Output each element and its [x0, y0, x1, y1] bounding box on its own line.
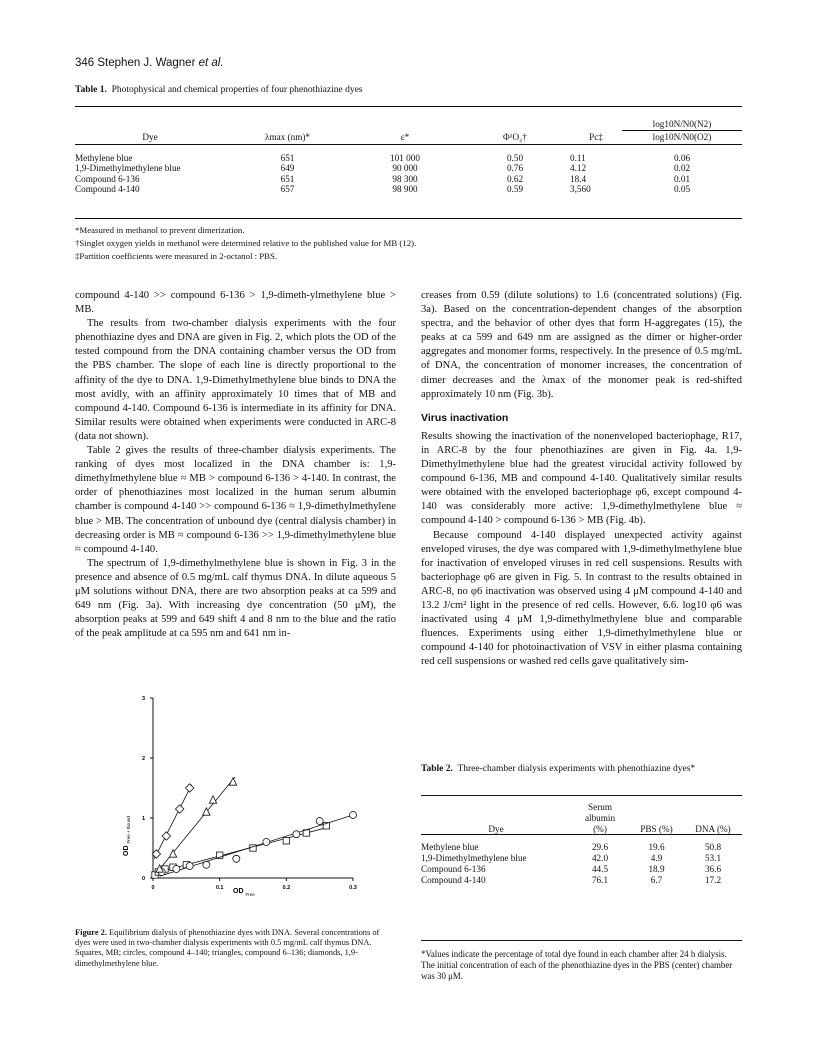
figure2-caption-text: Equilibrium dialysis of phenothiazine dyes with DNA. Several concentrations of dyes were used in two-chamber dialysis experiments with 0.5 mg/mL calf thymus DNA. Squares, MB; circles, compound 4–140; triangles, compound 6–136; diamonds, 1,9-dimethylmethylene blue.: [75, 928, 380, 968]
y-tick-label: 0: [141, 876, 145, 882]
t1-header-ratio-num: log10N/N0(N2): [622, 118, 742, 130]
table1-top-rule: [75, 106, 742, 107]
running-header: [75, 57, 224, 69]
paragraph: The results from two-chamber dialysis experiments with the four phenothiazine dyes and DNA are given in Fig. 2, which plots the OD of the tested compound from the DNA containing chamber versus the OD from the PBS chamber. The slope of each line is directly proportional to the affinity of the dye to DNA. 1,9-Dimethylmethylene blue binds to DNA the most avidly, with an affinity approximately 10 times that of MB and compound 4-140. Compound 6-136 is intermediate in its affinity for DNA. Similar results were obtained when experiments were conducted in ARC-8 (data not shown).: [75, 318, 396, 442]
table1-note-2: †Singlet oxygen yields in methanol were determined relative to the published value for MB (12).: [75, 238, 417, 248]
table1-note-3: ‡Partition coefficients were measured in 2-octanol : PBS.: [75, 251, 278, 261]
table2: [421, 802, 742, 886]
table1: [75, 118, 742, 195]
table2-bottom-rule: [421, 940, 742, 941]
table1-label: Table 1.: [75, 85, 107, 95]
t2-header-serum: Serum: [588, 802, 612, 812]
table2-note: *Values indicate the percentage of total dye found in each chamber after 24 h dialysis. The initial concentration of each of the phenothiazine dyes in the PBS (center) chamber was 30 μM.: [421, 949, 733, 981]
data-point-diamond: [162, 832, 170, 840]
t1-header-pc: Pc‡: [589, 131, 603, 142]
paragraph: Table 2 gives the results of three-chamber dialysis experiments. The ranking of dyes most localized in the DNA chamber is: 1,9-dimethylmethylene blue ≈ MB > compound 6-136 > 4-140. In contrast, the order of phenothiazines most localized in the human serum albumin chamber is compound 4-140 >> compound 6-136 ≈ 1,9-dimethylmethylene blue > MB. The concentration of unbound dye (central dialysis chamber) in decreasing order is MB ≈ compound 6-136 >> 1,9-dimethylmethylene blue ≈ compound 4-140.: [75, 445, 396, 555]
paragraph: creases from 0.59 (dilute solutions) to 1.6 (concentrated solutions) (Fig. 3a). Based on the concentration-dependent changes of the absorption spectra, and the behavior of other dyes that form H-aggregates (15), the peaks at ca 599 and 649 nm are assigned as the dimer or higher-order aggregates and monomer forms, respectively. In the presence of 0.5 mg/mL of DNA, the concentration of monomer increases, the concentration of dimer decreases and the λmax of the monomer peak is red-shifted approximately 10 nm (Fig. 3b).: [421, 290, 742, 400]
t1-header-dye: Dye: [142, 131, 158, 142]
data-point-square: [283, 838, 289, 844]
data-point-circle: [233, 855, 240, 862]
x-tick-label: 0.1: [215, 885, 224, 891]
t1-header-epsilon: ε*: [400, 131, 410, 142]
table1-caption: [75, 85, 363, 95]
table-row: Compound 4-140 76.1 6.7 17.2: [421, 874, 722, 885]
data-point-triangle: [229, 778, 236, 785]
x-tick-label: 0.2: [282, 885, 291, 891]
y-axis-label-main: OD: [123, 845, 130, 856]
x-axis-label: [233, 888, 255, 897]
table-row: 1,9-Dimethylmethylene blue 42.0 4.9 53.1: [421, 853, 722, 864]
data-point-diamond: [185, 784, 193, 792]
table-row: 1,9-Dimethylmethylene blue 649 90 000 0.76 4.12 0.02: [75, 163, 691, 173]
table-row: Methylene blue 651 101 000 0.50 0.11 0.06: [75, 152, 691, 163]
table-row: Compound 6-136 651 98 300 0.62 18.4 0.01: [75, 173, 691, 184]
figure2-caption: [75, 928, 396, 969]
chart-marks: [152, 777, 357, 878]
t2-header-pct: (%): [593, 823, 607, 834]
table-row: Compound 4-140 657 98 900 0.59 3,560 0.05: [75, 184, 691, 194]
y-axis-label-sub: Free + Bound: [126, 816, 131, 844]
header-etal: et al.: [198, 57, 224, 69]
header-author: Stephen J. Wagner: [97, 57, 196, 69]
t1-header-lambda: λmax (nm)*: [264, 131, 311, 142]
paragraph: Results showing the inactivation of the nonenveloped bacteriophage, R17, in ARC-8 by the four phenothiazines are given in Fig. 4a. 1,9-Dimethylmethylene blue had the greatest virucidal activity followed by compound 6-136, MB and compound 4-140. Qualitatively similar results were obtained with the enveloped bacteriophage φ6, except compound 4-140 was considerably more active: 1,9-dimethylmethylene blue ≈ compound 4-140 > compound 6-136 > MB (Fig. 4b).: [421, 430, 742, 527]
data-point-circle: [203, 861, 210, 868]
x-axis-label-main: OD: [233, 888, 244, 895]
series-line-diamond: [154, 785, 191, 859]
paragraph: Because compound 4-140 displayed unexpected activity against enveloped viruses, the dye was compared with 1,9-dimethylmethylene blue for inactivation of enveloped viruses in red cell suspensions. Results with bacteriophage φ6 are given in Fig. 5. In contrast to the results obtained in ARC-8, no φ6 inactivation was observed using 4 μM compound 4-140 and 13.2 J/cm² light in the presence of red cells. However, 6.6. log10 φ6 was inactivated using 4 μM 1,9-dimethylmethylene blue and comparable fluences. Experiments using either 1,9-dimethylmethylene blue or compound 4-140 for photoinactivation of VSV in either plasma containing red cell suspensions or washed red cells gave qualitatively sim-: [421, 529, 742, 668]
page-number: 346: [75, 57, 95, 69]
data-point-circle: [316, 818, 323, 825]
chart-axes: [142, 696, 357, 891]
figure2-label: Figure 2.: [75, 928, 107, 937]
data-point-circle: [173, 866, 180, 873]
table2-caption: [421, 763, 742, 775]
paragraph: The spectrum of 1,9-dimethylmethylene blue is shown in Fig. 3 in the presence and absence of 0.5 mg/mL calf thymus DNA. In dilute aqueous 5 μM solutions without DNA, there are two absorption peaks at ca 599 and 649 nm (Fig. 3a). With increasing dye concentration (50 μM), the absorption peaks at 599 and 649 shift 4 and 8 nm to the blue and the ratio of the peak amplitude at ca 595 nm and 641 nm in-: [75, 557, 396, 640]
y-tick-label: 2: [141, 756, 145, 762]
t1-header-ratio-den: log10N/N0(O2): [652, 131, 712, 142]
data-point-diamond: [175, 805, 183, 813]
t2-header-dna: DNA (%): [695, 823, 731, 834]
table-row: Methylene blue 29.6 19.6 50.8: [421, 842, 722, 853]
table1-note-1: *Measured in methanol to prevent dimerization.: [75, 225, 245, 235]
section-heading: Virus inactivation: [421, 411, 509, 424]
y-tick-label: 1: [141, 816, 145, 822]
data-point-triangle: [169, 850, 176, 857]
y-axis-label: [123, 816, 131, 856]
t2-header-dye: Dye: [488, 823, 504, 834]
table-row: Compound 6-136 44.5 18.9 36.6: [421, 863, 722, 874]
table1-bottom-rule: [75, 218, 742, 219]
data-point-circle: [293, 831, 300, 838]
y-tick-label: 3: [141, 696, 145, 702]
table2-label: Table 2.: [421, 764, 453, 774]
data-point-triangle: [209, 796, 216, 803]
t1-header-phi: Φ¹O₂†: [503, 131, 527, 142]
data-point-circle: [263, 839, 270, 846]
right-column: [421, 289, 742, 669]
table2-caption-text: Three-chamber dialysis experiments with phenothiazine dyes*: [457, 764, 696, 774]
t2-header-pbs: PBS (%): [640, 823, 673, 834]
x-tick-label: 0: [151, 885, 155, 891]
data-point-circle: [350, 812, 357, 819]
x-axis-label-sub: Free: [245, 892, 255, 897]
x-tick-label: 0.3: [349, 885, 357, 891]
t2-header-albumin: albumin: [584, 812, 616, 823]
paragraph: compound 4-140 >> compound 6-136 > 1,9-dimeth-ylmethylene blue > MB.: [75, 290, 396, 316]
table1-caption-text: Photophysical and chemical properties of four phenothiazine dyes: [111, 85, 363, 95]
data-point-circle: [186, 863, 193, 870]
table2-top-rule: [421, 795, 742, 796]
figure2-chart: [108, 688, 368, 898]
left-column: [75, 289, 396, 641]
